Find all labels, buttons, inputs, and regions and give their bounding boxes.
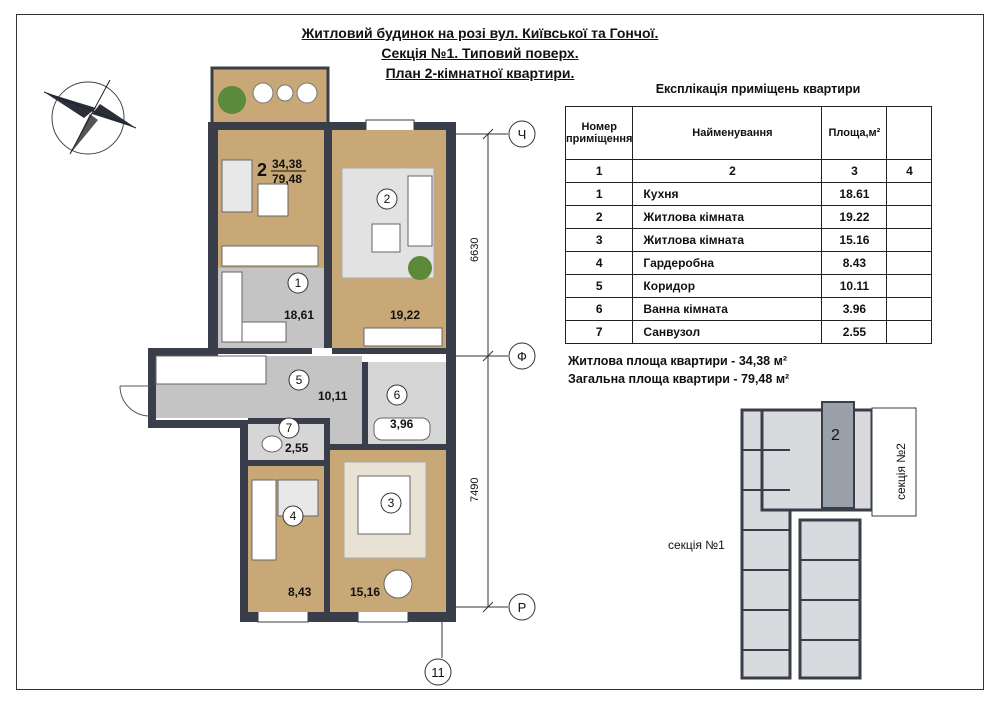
key-plan-apt-number: 2 bbox=[831, 427, 840, 444]
row-note bbox=[887, 252, 932, 275]
room-1-number: 1 bbox=[294, 276, 302, 290]
row-name: Житлова кімната bbox=[633, 206, 822, 229]
row-note bbox=[887, 206, 932, 229]
table-index-row bbox=[566, 160, 932, 183]
table-row bbox=[566, 206, 932, 229]
row-name: Кухня bbox=[633, 183, 822, 206]
title-line-2: Секція №1. Типовий поверх. bbox=[381, 45, 579, 61]
living-area-total: Житлова площа квартири - 34,38 м² bbox=[568, 354, 787, 368]
header-name: Найменування bbox=[633, 107, 822, 160]
row-name: Ванна кімната bbox=[633, 298, 822, 321]
explication-table bbox=[565, 106, 932, 344]
row-area: 2.55 bbox=[822, 321, 887, 344]
apt-living-area: 34,38 bbox=[272, 157, 303, 171]
header-number: Номер приміщення bbox=[566, 107, 633, 160]
room-5-number: 5 bbox=[295, 373, 303, 387]
total-area: Загальна площа квартири - 79,48 м² bbox=[568, 372, 790, 386]
index-cell: 2 bbox=[633, 160, 822, 183]
row-area: 8.43 bbox=[822, 252, 887, 275]
row-name: Коридор bbox=[633, 275, 822, 298]
row-area: 19.22 bbox=[822, 206, 887, 229]
row-number: 6 bbox=[566, 298, 633, 321]
row-name: Житлова кімната bbox=[633, 229, 822, 252]
row-number: 1 bbox=[566, 183, 633, 206]
row-area: 18.61 bbox=[822, 183, 887, 206]
row-number: 7 bbox=[566, 321, 633, 344]
room-7-number: 7 bbox=[285, 421, 293, 435]
room-2-area: 19,22 bbox=[390, 308, 421, 322]
axis-label-11: 11 bbox=[431, 665, 445, 680]
dimension-7490: 7490 bbox=[469, 477, 481, 502]
axis-label-f: Ф bbox=[517, 349, 527, 364]
apt-number: 2 bbox=[257, 160, 268, 180]
key-plan-section-2: секція №2 bbox=[894, 443, 908, 500]
row-note bbox=[887, 298, 932, 321]
row-note bbox=[887, 321, 932, 344]
room-4-number: 4 bbox=[289, 509, 297, 523]
key-plan bbox=[668, 402, 916, 678]
header-note bbox=[887, 107, 932, 160]
title-line-1: Житловий будинок на розі вул. Київської та Гончої. bbox=[301, 25, 659, 41]
north-arrow-icon bbox=[44, 80, 136, 154]
room-3-number: 3 bbox=[387, 496, 395, 510]
explication-title: Експлікація приміщень квартири bbox=[655, 82, 861, 96]
room-7-area: 2,55 bbox=[285, 441, 309, 455]
row-note bbox=[887, 275, 932, 298]
title-line-3: План 2-кімнатної квартири. bbox=[385, 65, 575, 81]
row-note bbox=[887, 229, 932, 252]
index-cell: 3 bbox=[822, 160, 887, 183]
table-row bbox=[566, 229, 932, 252]
row-area: 15.16 bbox=[822, 229, 887, 252]
apt-total-area: 79,48 bbox=[272, 172, 303, 186]
header-area: Площа,м² bbox=[822, 107, 887, 160]
row-name: Санвузол bbox=[633, 321, 822, 344]
plant-icon bbox=[218, 86, 246, 114]
axis-label-r: Р bbox=[517, 600, 527, 615]
room-1-area: 18,61 bbox=[284, 308, 315, 322]
row-note bbox=[887, 183, 932, 206]
room-5-area: 10,11 bbox=[318, 389, 348, 403]
index-cell: 1 bbox=[566, 160, 633, 183]
row-number: 5 bbox=[566, 275, 633, 298]
key-plan-section-1: секція №1 bbox=[668, 538, 725, 552]
table-header-row bbox=[566, 107, 932, 160]
room-4-area: 8,43 bbox=[288, 585, 312, 599]
row-area: 3.96 bbox=[822, 298, 887, 321]
index-cell: 4 bbox=[887, 160, 932, 183]
axis-label-ch: Ч bbox=[517, 127, 527, 142]
room-3-area: 15,16 bbox=[350, 585, 381, 599]
table-row bbox=[566, 275, 932, 298]
table-row bbox=[566, 252, 932, 275]
row-number: 4 bbox=[566, 252, 633, 275]
row-name: Гардеробна bbox=[633, 252, 822, 275]
room-2-number: 2 bbox=[383, 192, 391, 206]
table-row bbox=[566, 321, 932, 344]
table-row bbox=[566, 183, 932, 206]
key-plan-apartment-highlight bbox=[822, 402, 854, 508]
row-number: 3 bbox=[566, 229, 633, 252]
room-6-number: 6 bbox=[393, 388, 401, 402]
row-number: 2 bbox=[566, 206, 633, 229]
row-area: 10.11 bbox=[822, 275, 887, 298]
table-row bbox=[566, 298, 932, 321]
room-6-area: 3,96 bbox=[390, 417, 414, 431]
dimension-6630: 6630 bbox=[469, 237, 481, 262]
